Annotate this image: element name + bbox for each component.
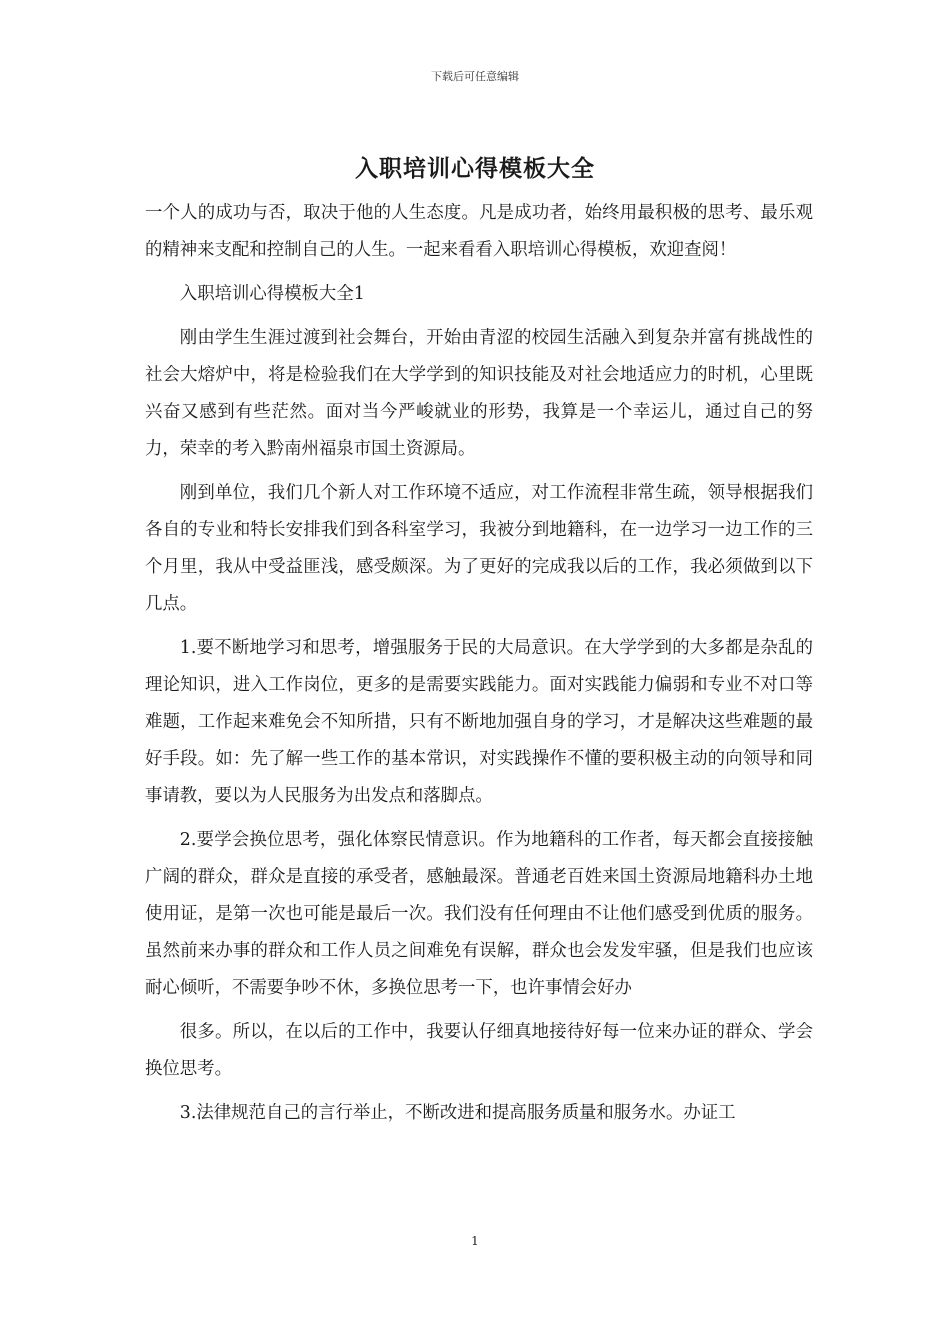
point-2-paragraph: 2.要学会换位思考，强化体察民情意识。作为地籍科的工作者，每天都会直接接触广阔的群众，群众是直接的承受者，感触最深。普通老百姓来国土资源局地籍科办土地使用证，是第一次也可能是最后一次。我们没有任何理由不让他们感受到优质的服务。虽然前来办事的群众和工作人员之间难免有误解，群众也会发发牢骚，但是我们也应该耐心倾听，不需要争吵不休，多换位思考一下，也许事情会好办	[145, 830, 813, 998]
page-header-note: 下载后可任意编辑	[431, 70, 519, 83]
point-3-paragraph: 3.法律规范自己的言行举止，不断改进和提高服务质量和服务水。办证工	[179, 1103, 736, 1123]
section-heading: 入职培训心得模板大全1	[179, 284, 365, 304]
intro-paragraph: 一个人的成功与否，取决于他的人生态度。凡是成功者，始终用最积极的思考、最乐观的精神来支配和控制自己的人生。一起来看看入职培训心得模板，欢迎查阅！	[145, 203, 813, 260]
point-1-paragraph: 1.要不断地学习和思考，增强服务于民的大局意识。在大学学到的大多都是杂乱的理论知识，进入工作岗位，更多的是需要实践能力。面对实践能力偏弱和专业不对口等难题，工作起来难免会不知所措，只有不断地加强自身的学习，才是解决这些难题的最好手段。如：先了解一些工作的基本常识，对实践操作不懂的要积极主动的向领导和同事请教，要以为人民服务为出发点和落脚点。	[145, 638, 813, 806]
document-body	[145, 195, 813, 1139]
body-paragraph: 刚由学生生涯过渡到社会舞台，开始由青涩的校园生活融入到复杂并富有挑战性的社会大熔炉中，将是检验我们在大学学到的知识技能及对社会地适应力的时机，心里既兴奋又感到有些茫然。面对当今严峻就业的形势，我算是一个幸运儿，通过自己的努力，荣幸的考入黔南州福泉市国土资源局。	[145, 328, 813, 459]
page-number: 1	[471, 1234, 479, 1248]
body-paragraph: 刚到单位，我们几个新人对工作环境不适应，对工作流程非常生疏，领导根据我们各自的专业和特长安排我们到各科室学习，我被分到地籍科，在一边学习一边工作的三个月里，我从中受益匪浅，感受颇深。为了更好的完成我以后的工作，我必须做到以下几点。	[145, 483, 813, 614]
document-title: 入职培训心得模板大全	[355, 155, 595, 182]
body-paragraph: 很多。所以，在以后的工作中，我要认仔细真地接待好每一位来办证的群众、学会换位思考。	[145, 1022, 813, 1079]
